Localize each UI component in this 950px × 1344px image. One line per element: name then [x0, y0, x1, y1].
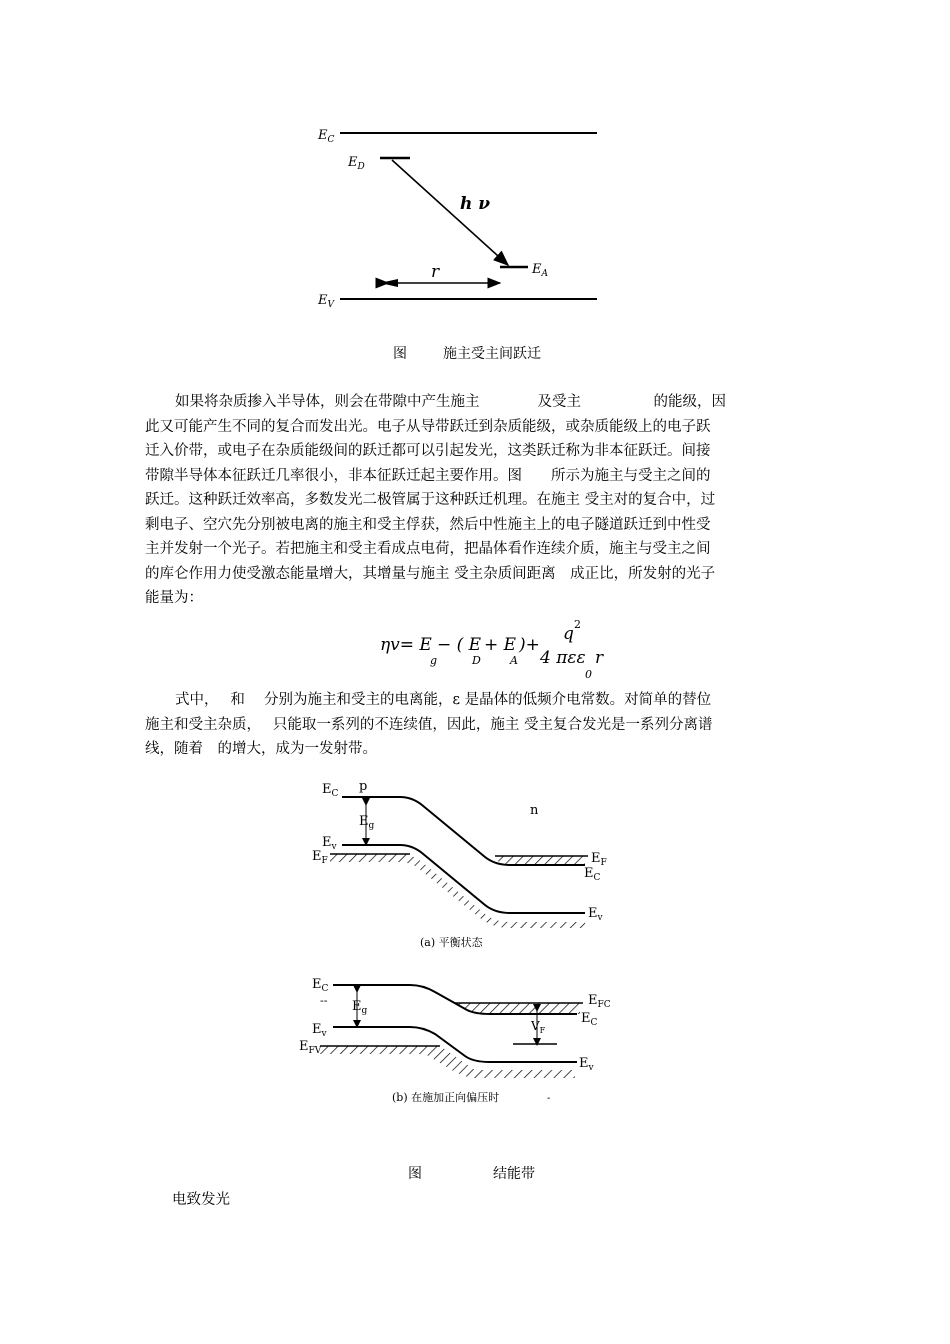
ea-label: $E_A$ [532, 262, 548, 279]
ec-label: $E_C$ [318, 128, 335, 145]
text-line: 迁入价带，或电子在杂质能级间的跃迁都可以引起发光，这类跃迁称为非本征跃迁。间接 [145, 443, 711, 459]
text-line: 能量为： [145, 590, 203, 606]
ev-right-label: $E_v$ [588, 906, 603, 923]
section-title-electroluminescence: 电致发光 [172, 1192, 230, 1208]
eg-label: $E_g$ [359, 814, 375, 831]
eq-plus: + E [484, 635, 517, 655]
p-label: p [359, 779, 368, 794]
figure2-caption-text: 结能带 [493, 1166, 535, 1182]
text-line: 主并发射一个光子。若把施主和受主看成点电荷，把晶体看作连续介质，施主与受主之间 [145, 541, 711, 557]
paragraph-ionization-energy [145, 688, 809, 762]
photon-energy-equation [380, 618, 620, 682]
ev-right-label: $E_v$ [579, 1056, 594, 1073]
figure2-caption-label: 图 [408, 1166, 422, 1182]
transition-arrow [392, 160, 508, 265]
ec-right-label: $E_C$ [581, 1011, 598, 1028]
text-line: 式中， 和 分别为施主和受主的电离能，ε 是晶体的低频介电常数。对简单的替位 [175, 692, 712, 708]
hatch-efc [455, 1003, 580, 1014]
eq-den-r: r [595, 648, 604, 668]
eq-lhs: ηv= E [380, 635, 432, 655]
eq-num-exponent: 2 [574, 618, 581, 631]
figure-pn-junction-equilibrium [300, 772, 630, 957]
hv-label: h ν [460, 194, 491, 214]
ed-label: $E_D$ [348, 155, 365, 172]
ev-label: $E_v$ [322, 835, 337, 852]
ec-label: $E_C$ [322, 782, 339, 799]
trailing-mark: - [547, 1093, 551, 1104]
efc-label: $E_{FC}$ [588, 993, 611, 1010]
n-label: n [530, 803, 539, 818]
figure2b-caption: (b) 在施加正向偏压时 [392, 1091, 500, 1104]
eq-sub-d: D [472, 654, 481, 667]
text-line: 带隙半导体本征跃迁几率很小，非本征跃迁起主要作用。图 所示为施主与受主之间的 [145, 467, 711, 484]
figure-donor-acceptor-transition [300, 110, 620, 320]
figure2a-caption: (a) 平衡状态 [420, 936, 483, 949]
eq-mid: − ( E [437, 635, 482, 655]
eq-numerator: q [563, 624, 574, 644]
text-line: 如果将杂质掺入半导体，则会在带隙中产生施主 及受主 的能级，因 [175, 394, 726, 410]
paragraph-impurity-transitions [145, 390, 809, 611]
vf-label: $V_F$ [531, 1019, 546, 1035]
figure-pn-junction-forward-bias [295, 970, 625, 1110]
text-line: 线，随着 的增大，成为一发射带。 [145, 741, 377, 757]
ev-label: $E_v$ [312, 1022, 327, 1039]
text-line: 的库仑作用力使受激态能量增大，其增量与施主 受主杂质间距离 成正比，所发射的光子 [145, 565, 716, 582]
eq-close: )+ [519, 635, 540, 655]
efv-label: $E_{FV}$ [299, 1039, 322, 1056]
ec-label: $E_C$ [312, 977, 329, 994]
hatch-right [495, 856, 585, 864]
eq-den-sub: 0 [585, 668, 592, 681]
eq-sub-a: A [510, 654, 518, 667]
ev-label: $E_V$ [318, 293, 334, 310]
figure1-caption-label: 图 [393, 346, 407, 362]
eg-label: $E_g$ [352, 999, 368, 1016]
text-line: 施主和受主杂质， 只能取一系列的不连续值，因此，施主 受主复合发光是一系列分离谱 [145, 716, 713, 733]
ef-left-label: $E_F$ [312, 849, 328, 866]
ec-right-label: $E_C$ [584, 866, 601, 883]
text-line: 此又可能产生不同的复合而发出光。电子从导带跃迁到杂质能级，或杂质能级上的电子跃 [145, 418, 711, 435]
eq-sub-g: g [430, 654, 438, 667]
ef-right-label: $E_F$ [591, 851, 607, 868]
eq-denominator: 4 πεε [540, 648, 586, 668]
r-label: r [431, 262, 440, 282]
text-line: 剩电子、空穴先分别被电离的施主和受主俘获，然后中性施主上的电子隧道跃迁到中性受 [145, 516, 711, 533]
text-line: 跃迁。这种跃迁效率高，多数发光二极管属于这种跃迁机理。在施主 受主对的复合中，过 [145, 492, 716, 508]
dash-label: -- [320, 994, 328, 1007]
figure1-caption-text: 施主受主间跃迁 [443, 346, 541, 362]
